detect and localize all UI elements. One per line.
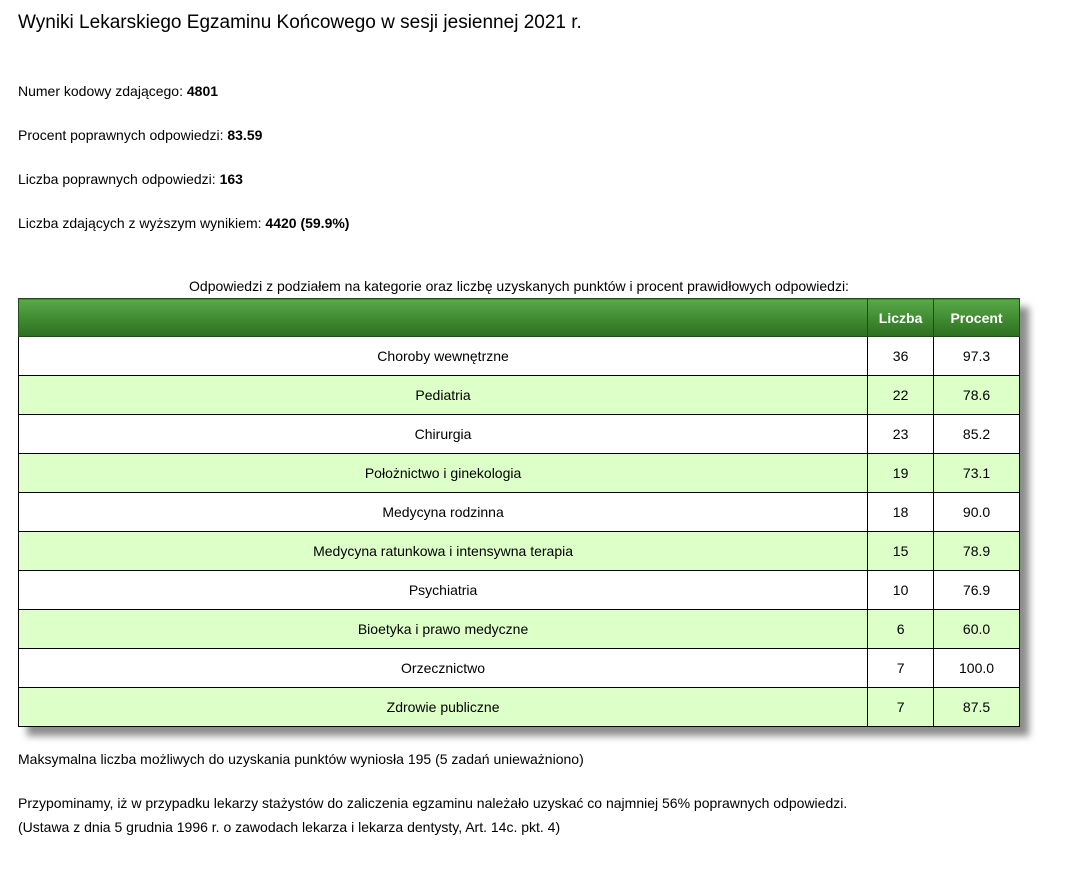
- category-cell: Choroby wewnętrzne: [19, 337, 868, 376]
- count-cell: 19: [868, 454, 934, 493]
- table-row: [19, 337, 1020, 376]
- category-cell: Zdrowie publiczne: [19, 688, 868, 727]
- table-row: [19, 376, 1020, 415]
- table-row: [19, 649, 1020, 688]
- category-cell: Bioetyka i prawo medyczne: [19, 610, 868, 649]
- table-row: [19, 610, 1020, 649]
- table-row: [19, 532, 1020, 571]
- results-table: [18, 298, 1020, 727]
- percent-cell: 60.0: [934, 610, 1020, 649]
- table-row: [19, 493, 1020, 532]
- category-cell: Chirurgia: [19, 415, 868, 454]
- law-reference-note: (Ustawa z dnia 5 grudnia 1996 r. o zawodach lekarza i lekarza dentysty, Art. 14c. pkt. 4): [18, 819, 561, 835]
- percent-cell: 97.3: [934, 337, 1020, 376]
- table-caption: Odpowiedzi z podziałem na kategorie oraz liczbę uzyskanych punktów i procent prawidłowych odpowiedzi:: [189, 278, 849, 294]
- count-cell: 18: [868, 493, 934, 532]
- higher-score-value: 4420 (59.9%): [265, 215, 350, 231]
- table-row: [19, 688, 1020, 727]
- percent-cell: 87.5: [934, 688, 1020, 727]
- category-cell: Orzecznictwo: [19, 649, 868, 688]
- count-cell: 36: [868, 337, 934, 376]
- table-row: [19, 571, 1020, 610]
- count-cell: 22: [868, 376, 934, 415]
- percent-cell: 78.6: [934, 376, 1020, 415]
- percent-cell: 78.9: [934, 532, 1020, 571]
- percent-correct-label: Procent poprawnych odpowiedzi:: [18, 127, 224, 143]
- category-cell: Położnictwo i ginekologia: [19, 454, 868, 493]
- correct-count-line: [18, 171, 243, 187]
- code-number-line: [18, 83, 218, 99]
- header-count: Liczba: [868, 299, 934, 337]
- max-points-note: Maksymalna liczba możliwych do uzyskania punktów wyniosła 195 (5 zadań unieważniono): [18, 751, 584, 767]
- percent-cell: 76.9: [934, 571, 1020, 610]
- percent-cell: 73.1: [934, 454, 1020, 493]
- correct-count-label: Liczba poprawnych odpowiedzi:: [18, 171, 216, 187]
- count-cell: 10: [868, 571, 934, 610]
- count-cell: 23: [868, 415, 934, 454]
- count-cell: 6: [868, 610, 934, 649]
- percent-cell: 100.0: [934, 649, 1020, 688]
- reminder-note: Przypominamy, iż w przypadku lekarzy stażystów do zaliczenia egzaminu należało uzyskać co najmniej 56% poprawnych odpowiedzi.: [18, 795, 848, 811]
- percent-correct-value: 83.59: [227, 127, 263, 143]
- header-category: [19, 299, 868, 337]
- category-cell: Medycyna ratunkowa i intensywna terapia: [19, 532, 868, 571]
- higher-score-label: Liczba zdających z wyższym wynikiem:: [18, 215, 262, 231]
- percent-correct-line: [18, 127, 262, 143]
- table-row: [19, 415, 1020, 454]
- code-number-label: Numer kodowy zdającego:: [18, 83, 183, 99]
- higher-score-line: [18, 215, 349, 231]
- count-cell: 7: [868, 649, 934, 688]
- percent-cell: 90.0: [934, 493, 1020, 532]
- category-cell: Pediatria: [19, 376, 868, 415]
- count-cell: 7: [868, 688, 934, 727]
- category-cell: Medycyna rodzinna: [19, 493, 868, 532]
- header-percent: Procent: [934, 299, 1020, 337]
- code-number-value: 4801: [186, 83, 219, 99]
- correct-count-value: 163: [219, 171, 243, 187]
- category-cell: Psychiatria: [19, 571, 868, 610]
- table-header-row: [19, 299, 1020, 337]
- percent-cell: 85.2: [934, 415, 1020, 454]
- table-row: [19, 454, 1020, 493]
- page-title: Wyniki Lekarskiego Egzaminu Końcowego w sesji jesiennej 2021 r.: [18, 12, 582, 33]
- count-cell: 15: [868, 532, 934, 571]
